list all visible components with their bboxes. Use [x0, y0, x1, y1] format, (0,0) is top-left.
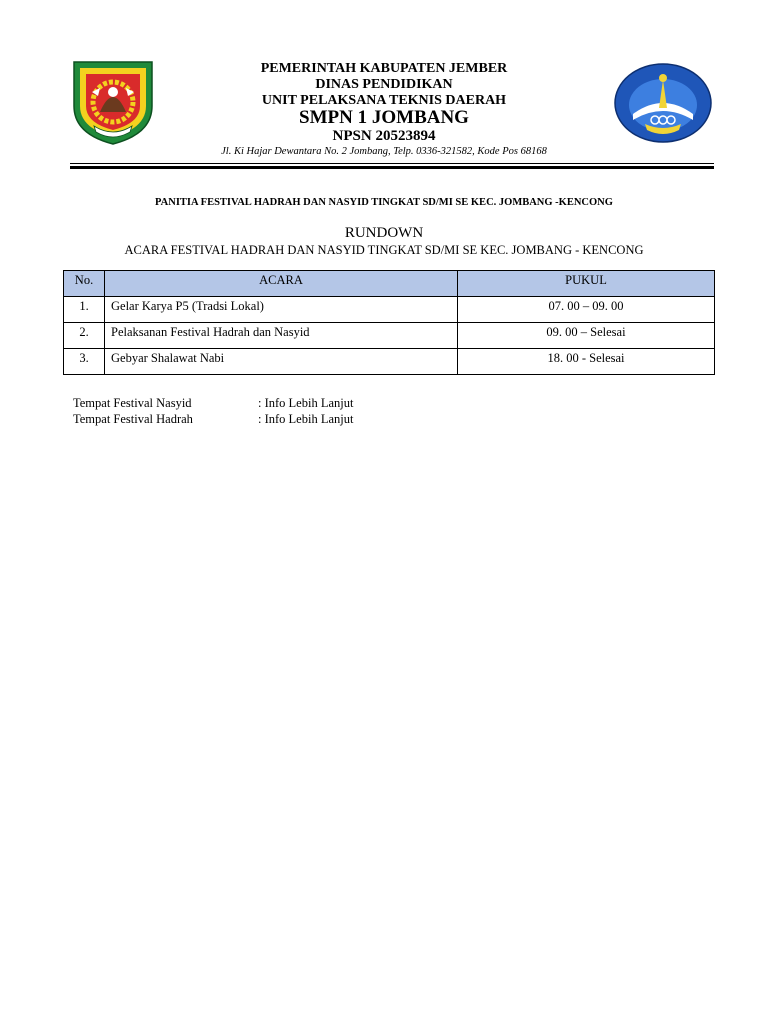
rundown-heading: RUNDOWN: [344, 225, 424, 241]
info-value: : Info Lebih Lanjut: [258, 396, 354, 410]
column-header-no: No.: [64, 271, 105, 297]
row-pukul: 07. 00 – 09. 00: [458, 297, 715, 323]
row-acara: Pelaksanan Festival Hadrah dan Nasyid: [105, 323, 458, 349]
row-no: 3.: [64, 349, 105, 375]
letterhead-unit: UNIT PELAKSANA TEKNIS DAERAH: [261, 93, 507, 108]
info-line-hadrah: [73, 412, 353, 427]
table-row: [64, 349, 715, 375]
letterhead-npsn: NPSN 20523894: [332, 128, 436, 144]
table-row: [64, 323, 715, 349]
letterhead-school-name: SMPN 1 JOMBANG: [299, 107, 469, 128]
event-title: ACARA FESTIVAL HADRAH DAN NASYID TINGKAT SD/MI SE KEC. JOMBANG - KENCONG: [124, 243, 644, 257]
column-header-acara: ACARA: [105, 271, 458, 297]
row-no: 1.: [64, 297, 105, 323]
letterhead-divider-thin: [70, 163, 714, 164]
letterhead-department: DINAS PENDIDIKAN: [315, 77, 453, 92]
committee-title: PANITIA FESTIVAL HADRAH DAN NASYID TINGKAT SD/MI SE KEC. JOMBANG -KENCONG: [155, 197, 613, 208]
rundown-table: [63, 270, 715, 375]
info-label: Tempat Festival Hadrah: [73, 412, 193, 426]
row-pukul: 18. 00 - Selesai: [458, 349, 715, 375]
letterhead-government: PEMERINTAH KABUPATEN JEMBER: [260, 61, 508, 76]
letterhead-address: Jl. Ki Hajar Dewantara No. 2 Jombang, Telp. 0336-321582, Kode Pos 68168: [221, 146, 547, 157]
row-pukul: 09. 00 – Selesai: [458, 323, 715, 349]
row-no: 2.: [64, 323, 105, 349]
row-acara: Gebyar Shalawat Nabi: [105, 349, 458, 375]
info-label: Tempat Festival Nasyid: [73, 396, 192, 410]
table-header-row: [64, 271, 715, 297]
info-value: : Info Lebih Lanjut: [258, 412, 354, 426]
column-header-pukul: PUKUL: [458, 271, 715, 297]
info-line-nasyid: [73, 396, 353, 411]
letterhead-divider-thick: [70, 166, 714, 169]
table-row: [64, 297, 715, 323]
row-acara: Gelar Karya P5 (Tradsi Lokal): [105, 297, 458, 323]
